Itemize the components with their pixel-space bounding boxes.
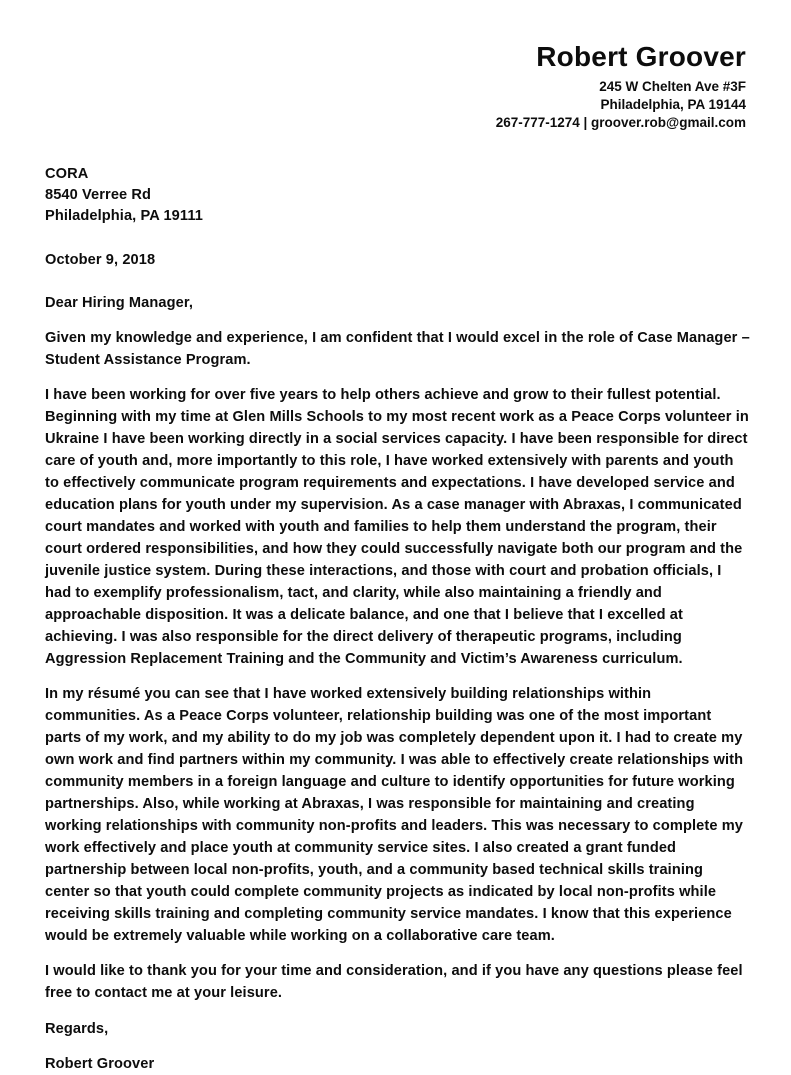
closing: Regards, bbox=[45, 1021, 109, 1037]
paragraph-relationships: In my résumé you can see that I have worked extensively building relationships within communities. As a Peace Corps volunteer, relationship building was one of the most important parts of my work, and my ability to do my job was completely dependent upon it. I had to create my own work and find partners within my community. I was able to effectively create relationships with community members in a foreign language and culture to identify opportunities for future working partnerships. Also, while working at Abraxas, I was responsible for maintaining and creating working relationships with community non-profits and leaders. This was necessary to complete my work effectively and place youth at community service sites. I also created a grant funded partnership between local non-profits, youth, and a community based technical skills training center so that youth could complete community projects as indicated by local non-profits while receiving skills training and completing community service mandates. I know that this experience would be extremely valuable while working on a collaborative care team. bbox=[45, 686, 744, 944]
sender-address-line2: Philadelphia, PA 19144 bbox=[600, 97, 746, 112]
letter-date: October 9, 2018 bbox=[45, 252, 156, 268]
sender-address-line1: 245 W Chelten Ave #3F bbox=[599, 79, 746, 94]
signature: Robert Groover bbox=[45, 1056, 155, 1072]
sender-contact-line: 267-777-1274 | groover.rob@gmail.com bbox=[495, 115, 746, 130]
recipient-address-line1: 8540 Verree Rd bbox=[45, 187, 152, 203]
letterhead bbox=[45, 40, 746, 132]
sender-name: Robert Groover bbox=[536, 41, 746, 72]
paragraph-intro: Given my knowledge and experience, I am confident that I would excel in the role of Case Manager – Student Assistance Program. bbox=[45, 330, 750, 368]
recipient-name: CORA bbox=[45, 166, 89, 182]
recipient-address-line2: Philadelphia, PA 19111 bbox=[45, 208, 203, 224]
recipient-block bbox=[45, 164, 746, 227]
paragraph-thanks: I would like to thank you for your time and consideration, and if you have any questions please feel free to contact me at your leisure. bbox=[45, 963, 743, 1001]
salutation: Dear Hiring Manager, bbox=[45, 295, 193, 311]
paragraph-experience: I have been working for over five years to help others achieve and grow to their fullest potential. Beginning with my time at Glen Mills Schools to my most recent work as a Peace Corps volunteer in Ukraine I have been working directly in a social services capacity. I have been responsible for direct care of youth and, more importantly to this role, I have worked extensively with parents and youth to effectively communicate program requirements and expectations. I have developed service and education plans for youth under my supervision. As a case manager with Abraxas, I communicated court mandates and worked with youth and families to help them understand the program, their court ordered responsibilities, and how they could successfully navigate both our program and the juvenile justice system. During these interactions, and those with court and probation officials, I had to exemplify professionalism, tact, and clarity, while also maintaining a friendly and approachable disposition. It was a delicate balance, and one that I believe that I excelled at achieving. I was also responsible for the direct delivery of therapeutic programs, including Aggression Replacement Training and the Community and Victim’s Awareness curriculum. bbox=[45, 387, 749, 667]
